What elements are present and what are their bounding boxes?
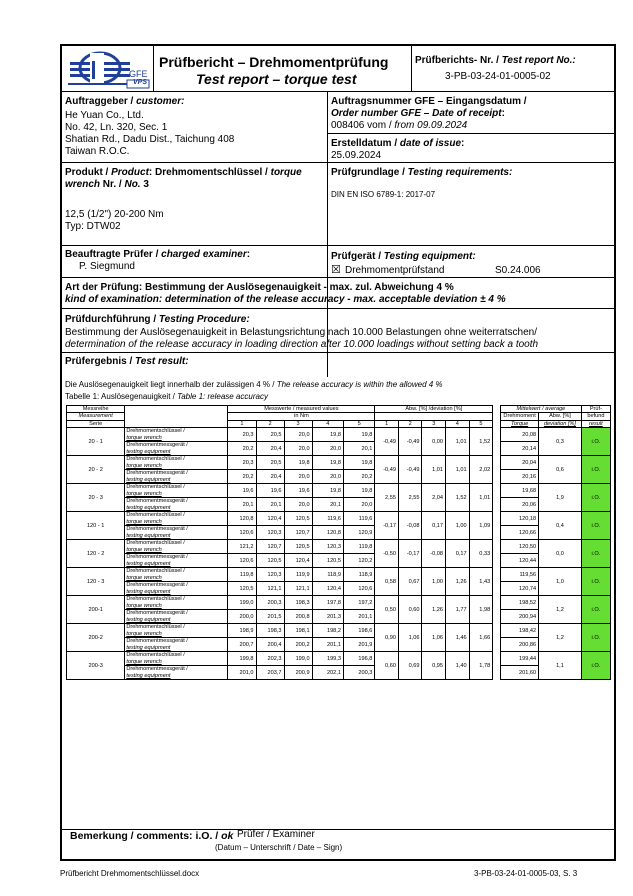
label-equipment: Drehmomentmessgerät / (125, 554, 228, 561)
th-mean: Mittelwert / average (501, 406, 582, 413)
label-wrench: Drehmomentschlüssel / (125, 456, 228, 463)
equipment-value: 120,5 (256, 554, 284, 568)
wrench-value: 19,8 (343, 428, 374, 442)
deviation-value: 0,58 (375, 568, 399, 596)
equipment-value: 201,1 (312, 638, 343, 652)
wrench-value: 20,0 (284, 428, 312, 442)
deviation-value: 0,17 (422, 512, 446, 540)
equipment-value: 20,0 (284, 470, 312, 484)
result-badge: i.O. (581, 540, 610, 568)
deviation-value: 1,46 (446, 624, 470, 652)
result-badge: i.O. (581, 484, 610, 512)
table-row (67, 498, 611, 505)
mean-equipment: 120,74 (501, 582, 539, 596)
table-row (67, 638, 611, 645)
equipment-value: 20,1 (312, 498, 343, 512)
deviation-value: 2,55 (398, 484, 422, 512)
equipment-value: 20,0 (284, 442, 312, 456)
table-row (67, 470, 611, 477)
label-equipment-en: testing equipment (125, 617, 228, 624)
wrench-value: 19,8 (312, 456, 343, 470)
wrench-value: 199,3 (312, 652, 343, 666)
issue-label: Erstelldatum / date of issue: (331, 138, 465, 149)
wrench-value: 120,8 (228, 512, 256, 526)
equipment-value: 203,7 (256, 666, 284, 680)
requirements-value: DIN EN ISO 6789-1: 2017-07 (331, 190, 436, 199)
series-cell: 120 - 2 (67, 540, 125, 568)
deviation-value: 1,01 (446, 428, 470, 456)
equipment-value: 20,4 (256, 470, 284, 484)
report-frame (60, 44, 616, 861)
table-row (67, 484, 611, 491)
equipment-value: 20,2 (228, 470, 256, 484)
examiner-value: P. Siegmund (79, 261, 135, 272)
wrench-value: 196,8 (343, 652, 374, 666)
wrench-value: 19,6 (256, 484, 284, 498)
label-wrench: Drehmomentschlüssel / (125, 540, 228, 547)
mean-deviation: 1,9 (539, 484, 582, 512)
customer-line: He Yuan Co., Ltd. (65, 110, 144, 121)
wrench-value: 199,0 (228, 596, 256, 610)
equipment-value: 201,0 (228, 666, 256, 680)
series-cell: 120 - 1 (67, 512, 125, 540)
mean-deviation: 1,0 (539, 568, 582, 596)
equipment-value: 200,7 (228, 638, 256, 652)
signature-sub: (Datum – Unterschrift / Date – Sign) (215, 843, 343, 852)
th-values: Messwerte / measured values (228, 406, 375, 413)
label-equipment: Drehmomentmessgerät / (125, 470, 228, 477)
mean-wrench: 20,04 (501, 456, 539, 470)
examiner-label: Beauftragte Prüfer / charged examiner: (65, 249, 251, 260)
deviation-value: 0,60 (398, 596, 422, 624)
equipment-value: 121,1 (284, 582, 312, 596)
mean-wrench: 19,68 (501, 484, 539, 498)
label-equipment-en: testing equipment (125, 561, 228, 568)
label-wrench-en: torque wrench (125, 491, 228, 498)
equipment-value: 20,0 (312, 470, 343, 484)
table-row (67, 666, 611, 673)
label-wrench-en: torque wrench (125, 519, 228, 526)
label-equipment: Drehmomentmessgerät / (125, 582, 228, 589)
equipment-value: 121,1 (256, 582, 284, 596)
equipment-value: 20,4 (256, 442, 284, 456)
wrench-value: 120,7 (256, 540, 284, 554)
th-mean-dev: deviation [%] (539, 420, 582, 427)
wrench-value: 119,6 (312, 512, 343, 526)
equipment-value: 200,9 (284, 666, 312, 680)
mean-wrench: 20,08 (501, 428, 539, 442)
mean-equipment: 20,16 (501, 470, 539, 484)
mean-equipment: 120,66 (501, 526, 539, 540)
series-cell: 200-2 (67, 624, 125, 652)
mean-deviation: 0,0 (539, 540, 582, 568)
wrench-value: 198,1 (284, 624, 312, 638)
mean-wrench: 199,44 (501, 652, 539, 666)
th-mean-torque: Drehmoment (501, 413, 539, 420)
equipment-value: 20,0 (312, 442, 343, 456)
wrench-value: 199,8 (228, 652, 256, 666)
mean-equipment: 20,14 (501, 442, 539, 456)
footer-right: 3-PB-03-24-01-0005-03, S. 3 (474, 869, 578, 878)
label-equipment: Drehmomentmessgerät / (125, 498, 228, 505)
procedure-label: Prüfdurchführung / Testing Procedure: (65, 314, 250, 325)
th-result: Prüf- (581, 406, 610, 413)
table-row (67, 540, 611, 547)
deviation-value: 0,33 (469, 540, 493, 568)
table-caption: Tabelle 1: Auslösegenauigkeit / Table 1: release accuracy (65, 392, 268, 401)
customer-line: No. 42, Ln. 320, Sec. 1 (65, 122, 168, 133)
results-table: Messreihe Messwerte / measured values Abw. [%] /deviation [%] Mittelwert / average Prüf- Measurement in Nm Drehmoment Abw. [%] befund Serie 1 2 3 4 5 1 2 3 4 5 Torque deviation [%] result 20 - 1 Drehmomentschlüssel / 20,3 20,5 20,0 19,8 19,8 -0,49 -0,49 0,00 1,01 1,52 20,08 0,3 i.O. torque wrench Drehmomentmessgerät / 20,2 20,4 20,0 20,0 20,1 20,14 testing equipment 20 - 2 Drehmomentschlüssel / 20,3 20,5 19,8 19,8 19,8 -0,49 -0,49 1,01 1,01 2,02 20,04 0,6 i.O. torque wrench Drehmomentmessgerät / 20,2 20,4 20,0 20,0 20,2 20,16 testing equipment 20 - 3 Drehmomentschlüssel / 19,6 19,6 19,6 19,8 19,8 2,55 2,55 2,04 1,52 1,01 19,68 1,9 i.O. torque wrench Drehmomentmessgerät / 20,1 20,1 20,0 20,1 20,0 20,06 testing equipment 120 - 1 Drehmomentschlüssel / 120,8 120,4 120,5 119,6 119,6 -0,17 -0,08 0,17 1,00 1,09 120,18 0,4 i.O. torque wrench Drehmomentmessgerät / 120,6 120,3 120,7 120,8 120,9 120,66 testing equipment 120 - 2 Drehmomentschlüssel / 121,2 120,7 120,5 120,3 119,8 -0,50 -0,17 -0,08 0,17 0,33 120,50 0,0 i.O. torque wrench Drehmomentmessgerät / 120,6 120,5 120,4 120,5 120,2 120,44 testing equipment 120 - 3 Drehmomentschlüssel / 119,8 120,3 119,9 118,9 118,9 0,58 0,67 1,00 1,26 1,43 119,56 1,0 i.O. torque wrench Drehmomentmessgerät / 120,5 121,1 121,1 120,4 120,6 120,74 testing equipment 200-1 Drehmomentschlüssel / 199,0 200,3 198,3 197,8 197,2 0,50 0,60 1,26 1,77 1,98 198,52 1,2 i.O. torque wrench Drehmomentmessgerät / 200,0 201,5 200,8 201,3 201,1 200,94 testing equipment 200-2 Drehmomentschlüssel / 198,9 198,3 198,1 198,2 198,6 0,90 1,06 1,06 1,46 1,66 198,42 1,2 i.O. torque wrench Drehmomentmessgerät / 200,7 200,4 200,2 201,1 201,9 200,86 testing equipment 200-3 Drehmomentschlüssel / 199,8 202,3 199,0 199,3 196,8 0,60 0,69 0,95 1,40 1,78 199,44 1,1 i.O. torque wrench Drehmomentmessgerät / 201,0 203,7 200,9 202,1 200,3 201,60 testing equipment (66, 405, 611, 680)
mean-deviation: 1,2 (539, 596, 582, 624)
procedure-line1: Bestimmung der Auslösegenauigkeit in Belastungsrichtung nach 10.000 Belastungen ohne weiterratschen/ (65, 327, 537, 338)
product-label: Produkt / Product: Drehmomentschlüssel / torque (65, 167, 302, 178)
mean-equipment: 201,60 (501, 666, 539, 680)
wrench-value: 120,5 (284, 512, 312, 526)
report-title: Prüfbericht – Drehmomentprüfung (159, 54, 389, 70)
deviation-value: 1,00 (422, 568, 446, 596)
wrench-value: 20,5 (256, 456, 284, 470)
deviation-value: 1,09 (469, 512, 493, 540)
mean-equipment: 200,86 (501, 638, 539, 652)
series-cell: 20 - 3 (67, 484, 125, 512)
deviation-value: 1,66 (469, 624, 493, 652)
label-equipment-en: testing equipment (125, 533, 228, 540)
customer-line: Taiwan R.O.C. (65, 146, 130, 157)
wrench-value: 19,6 (228, 484, 256, 498)
wrench-value: 118,9 (343, 568, 374, 582)
table-row (67, 596, 611, 603)
report-title-en: Test report – torque test (196, 71, 357, 87)
th-series-3: Serie (67, 420, 125, 427)
deviation-value: 1,01 (469, 484, 493, 512)
wrench-value: 119,8 (343, 540, 374, 554)
wrench-value: 198,9 (228, 624, 256, 638)
deviation-value: 1,52 (446, 484, 470, 512)
equipment-checkbox: ☒ (331, 264, 341, 276)
equipment-value: 20,2 (228, 442, 256, 456)
series-cell: 120 - 3 (67, 568, 125, 596)
wrench-value: 120,5 (284, 540, 312, 554)
label-equipment-en: testing equipment (125, 645, 228, 652)
wrench-value: 119,8 (228, 568, 256, 582)
wrench-value: 197,2 (343, 596, 374, 610)
equipment-value: 200,2 (284, 638, 312, 652)
equipment-value: 200,0 (228, 610, 256, 624)
equipment-value: 120,3 (256, 526, 284, 540)
label-wrench-en: torque wrench (125, 603, 228, 610)
mean-deviation: 0,3 (539, 428, 582, 456)
issue-value: 25.09.2024 (331, 150, 382, 161)
equipment-value: 20,1 (228, 498, 256, 512)
wrench-value: 198,6 (343, 624, 374, 638)
table-row (67, 442, 611, 449)
requirements-label: Prüfgrundlage / Testing requirements: (331, 167, 513, 178)
deviation-value: -0,17 (375, 512, 399, 540)
equipment-value: 120,5 (312, 554, 343, 568)
equipment-value: 202,1 (312, 666, 343, 680)
mean-wrench: 120,18 (501, 512, 539, 526)
deviation-value: 2,02 (469, 456, 493, 484)
mean-deviation: 0,4 (539, 512, 582, 540)
deviation-value: 1,01 (422, 456, 446, 484)
report-no: 3-PB-03-24-01-0005-02 (445, 71, 551, 82)
th-series-en: Measurement (67, 413, 125, 420)
wrench-value: 197,8 (312, 596, 343, 610)
equipment-value: 120,4 (312, 582, 343, 596)
equipment-value: 200,3 (343, 666, 374, 680)
label-equipment-en: testing equipment (125, 477, 228, 484)
equipment-value: 200,8 (284, 610, 312, 624)
kind-line1: Art der Prüfung: Bestimmung der Auslösegenauigkeit - max. zul. Abweichung 4 % (65, 282, 454, 293)
label-wrench-en: torque wrench (125, 631, 228, 638)
deviation-value: -0,49 (375, 456, 399, 484)
signature-label: Prüfer / Examiner (237, 829, 315, 840)
label-equipment: Drehmomentmessgerät / (125, 638, 228, 645)
table-row (67, 568, 611, 575)
product-spec: 12,5 (1/2") 20-200 Nm (65, 209, 164, 220)
deviation-value: 1,26 (446, 568, 470, 596)
mean-wrench: 119,56 (501, 568, 539, 582)
table-row (67, 624, 611, 631)
deviation-value: 0,69 (398, 652, 422, 680)
table-row (67, 456, 611, 463)
equipment-value: 120,8 (312, 526, 343, 540)
result-badge: i.O. (581, 512, 610, 540)
wrench-value: 20,3 (228, 428, 256, 442)
logo-text: GFE (129, 69, 148, 79)
wrench-value: 119,9 (284, 568, 312, 582)
wrench-value: 200,3 (256, 596, 284, 610)
wrench-value: 19,8 (312, 484, 343, 498)
deviation-value: 0,50 (375, 596, 399, 624)
deviation-value: 0,60 (375, 652, 399, 680)
equipment-id: S0.24.006 (495, 265, 541, 276)
table-row (67, 428, 611, 435)
table-row (67, 610, 611, 617)
equipment-value: 20,2 (343, 470, 374, 484)
deviation-value: -0,49 (375, 428, 399, 456)
wrench-value: 19,6 (284, 484, 312, 498)
footer-left: Prüfbericht Drehmomentschlüssel.docx (60, 869, 200, 878)
series-cell: 200-1 (67, 596, 125, 624)
wrench-value: 19,8 (343, 456, 374, 470)
label-equipment-en: testing equipment (125, 505, 228, 512)
mean-wrench: 198,42 (501, 624, 539, 638)
result-badge: i.O. (581, 652, 610, 680)
deviation-value: -0,08 (398, 512, 422, 540)
equipment-value: 201,9 (343, 638, 374, 652)
label-wrench: Drehmomentschlüssel / (125, 512, 228, 519)
order-label-en: Order number GFE – Date of receipt: (331, 108, 505, 119)
wrench-value: 120,3 (256, 568, 284, 582)
mean-wrench: 120,50 (501, 540, 539, 554)
deviation-value: 1,01 (446, 456, 470, 484)
wrench-value: 121,2 (228, 540, 256, 554)
deviation-value: 0,95 (422, 652, 446, 680)
equipment-value: 20,0 (284, 498, 312, 512)
report-no-label: Prüfberichts- Nr. / Test report No.: (415, 55, 576, 66)
label-wrench-en: torque wrench (125, 659, 228, 666)
deviation-value: 0,17 (446, 540, 470, 568)
deviation-value: -0,49 (398, 456, 422, 484)
equipment-name: Drehmomentprüfstand (345, 265, 445, 276)
equipment-label: Prüfgerät / Testing equipment: (331, 251, 476, 262)
deviation-value: -0,49 (398, 428, 422, 456)
procedure-line2: determination of the release accuracy in loading direction after 10.000 loadings without setting back a tooth (65, 339, 539, 350)
comments: Bemerkung / comments: i.O. / ok (70, 830, 234, 842)
deviation-value: 1,06 (398, 624, 422, 652)
label-equipment: Drehmomentmessgerät / (125, 442, 228, 449)
deviation-value: 0,67 (398, 568, 422, 596)
equipment-value: 200,4 (256, 638, 284, 652)
equipment-value: 120,5 (228, 582, 256, 596)
result-badge: i.O. (581, 624, 610, 652)
deviation-value: 0,00 (422, 428, 446, 456)
wrench-value: 20,3 (228, 456, 256, 470)
equipment-value: 201,5 (256, 610, 284, 624)
th-deviation: Abw. [%] /deviation [%] (375, 406, 493, 413)
series-cell: 20 - 1 (67, 428, 125, 456)
equipment-value: 120,9 (343, 526, 374, 540)
table-row (67, 652, 611, 659)
equipment-value: 201,3 (312, 610, 343, 624)
label-wrench: Drehmomentschlüssel / (125, 596, 228, 603)
label-wrench: Drehmomentschlüssel / (125, 428, 228, 435)
wrench-value: 120,4 (256, 512, 284, 526)
label-wrench: Drehmomentschlüssel / (125, 652, 228, 659)
table-row (67, 582, 611, 589)
result-label: Prüfergebnis / Test result: (65, 356, 189, 367)
deviation-value: 1,00 (446, 512, 470, 540)
label-wrench-en: torque wrench (125, 435, 228, 442)
result-badge: i.O. (581, 428, 610, 456)
product-label-2: wrench Nr. / No. 3 (65, 179, 149, 190)
wrench-value: 120,3 (312, 540, 343, 554)
deviation-value: 1,40 (446, 652, 470, 680)
result-badge: i.O. (581, 456, 610, 484)
wrench-value: 198,3 (256, 624, 284, 638)
series-cell: 200-3 (67, 652, 125, 680)
product-type: Typ: DTW02 (65, 221, 121, 232)
label-wrench-en: torque wrench (125, 547, 228, 554)
deviation-value: 2,55 (375, 484, 399, 512)
label-equipment-en: testing equipment (125, 449, 228, 456)
th-values-unit: in Nm (228, 413, 375, 420)
wrench-value: 19,8 (284, 456, 312, 470)
equipment-value: 120,7 (284, 526, 312, 540)
kind-line2: kind of examination: determination of the release accuracy - max. acceptable deviation ± 4 % (65, 294, 506, 305)
equipment-value: 20,1 (256, 498, 284, 512)
deviation-value: 1,06 (422, 624, 446, 652)
label-wrench: Drehmomentschlüssel / (125, 568, 228, 575)
equipment-value: 20,0 (343, 498, 374, 512)
equipment-value: 120,4 (284, 554, 312, 568)
deviation-value: 1,98 (469, 596, 493, 624)
mean-equipment: 120,44 (501, 554, 539, 568)
wrench-value: 202,3 (256, 652, 284, 666)
equipment-value: 120,6 (228, 554, 256, 568)
label-wrench-en: torque wrench (125, 463, 228, 470)
table-row (67, 526, 611, 533)
result-badge: i.O. (581, 568, 610, 596)
table-row (67, 512, 611, 519)
th-mean-abw: Abw. [%] (539, 413, 582, 420)
mean-deviation: 1,1 (539, 652, 582, 680)
deviation-value: -0,50 (375, 540, 399, 568)
deviation-value: -0,17 (398, 540, 422, 568)
deviation-value: 1,77 (446, 596, 470, 624)
order-value: 008406 vom / from 09.09.2024 (331, 120, 468, 131)
mean-wrench: 198,52 (501, 596, 539, 610)
equipment-value: 120,6 (343, 582, 374, 596)
logo-sub: VPS (133, 79, 148, 86)
table-row (67, 554, 611, 561)
wrench-value: 19,8 (343, 484, 374, 498)
deviation-value: 1,78 (469, 652, 493, 680)
wrench-value: 19,8 (312, 428, 343, 442)
wrench-value: 119,6 (343, 512, 374, 526)
th-result-en: result (581, 420, 610, 427)
equipment-value: 20,1 (343, 442, 374, 456)
result-statement: Die Auslösegenauigkeit liegt innerhalb der zulässigen 4 % / The release accuracy is within the allowed 4 % (65, 380, 443, 389)
wrench-value: 118,9 (312, 568, 343, 582)
deviation-value: -0,08 (422, 540, 446, 568)
series-cell: 20 - 2 (67, 456, 125, 484)
mean-deviation: 1,2 (539, 624, 582, 652)
th-result-2: befund (581, 413, 610, 420)
mean-deviation: 0,6 (539, 456, 582, 484)
deviation-value: 1,43 (469, 568, 493, 596)
mean-equipment: 20,06 (501, 498, 539, 512)
order-label: Auftragsnummer GFE – Eingangsdatum / (331, 96, 527, 107)
result-badge: i.O. (581, 596, 610, 624)
wrench-value: 20,5 (256, 428, 284, 442)
wrench-value: 198,2 (312, 624, 343, 638)
label-equipment-en: testing equipment (125, 589, 228, 596)
label-wrench: Drehmomentschlüssel / (125, 624, 228, 631)
label-equipment: Drehmomentmessgerät / (125, 610, 228, 617)
deviation-value: 0,90 (375, 624, 399, 652)
label-wrench-en: torque wrench (125, 575, 228, 582)
label-equipment: Drehmomentmessgerät / (125, 526, 228, 533)
deviation-value: 2,04 (422, 484, 446, 512)
deviation-value: 1,52 (469, 428, 493, 456)
th-mean-torque-en: Torque (501, 420, 539, 427)
customer-label: Auftraggeber / customer: (65, 96, 185, 107)
mean-equipment: 200,94 (501, 610, 539, 624)
wrench-value: 199,0 (284, 652, 312, 666)
wrench-value: 198,3 (284, 596, 312, 610)
label-equipment: Drehmomentmessgerät / (125, 666, 228, 673)
equipment-value: 120,6 (228, 526, 256, 540)
equipment-value: 120,2 (343, 554, 374, 568)
equipment-value: 201,1 (343, 610, 374, 624)
th-series: Messreihe (67, 406, 125, 413)
label-equipment-en: testing equipment (125, 673, 228, 680)
label-wrench: Drehmomentschlüssel / (125, 484, 228, 491)
gfe-logo (66, 49, 152, 89)
deviation-value: 1,26 (422, 596, 446, 624)
customer-line: Shatian Rd., Dadu Dist., Taichung 408 (65, 134, 235, 145)
